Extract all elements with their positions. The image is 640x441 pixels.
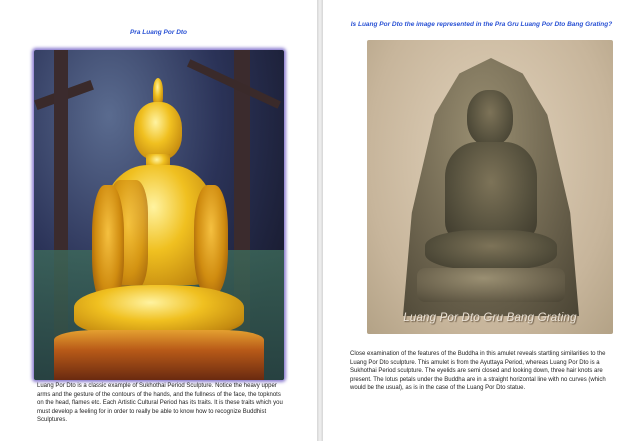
left-page-title: Pra Luang Por Dto (129, 29, 188, 36)
left-page (0, 0, 317, 441)
right-page-title: Is Luang Por Dto the image represented in the Pra Gru Luang Por Dto Bang Grating? (350, 21, 613, 28)
amulet-photo (367, 40, 613, 334)
golden-buddha-photo (34, 50, 284, 380)
left-page-paragraph: Luang Por Dto is a classic example of Sukhothai Period Sculpture. Notice the heavy upper arms and the gesture of the contours of the hands, and the fullness of the face, the topknots on the head, flames etc. Each Artistic Cultural Period has its traits. It is these traits which you must develop a feeling for in order to really be able to know how to recognize Buddhist Sculptures. (37, 383, 283, 424)
right-page-paragraph: Close examination of the features of the Buddha in this amulet reveals startling similarities to the Luang Por Dto sculpture. This amulet is from the Ayuttaya Period, whereas Luang Por Dto is a Sukhothai Period sculpture. The eyelids are semi closed and looking down, three hair knots are present. The lotus petals under the Buddha are in a straight horizontal line with no curves (which would be the usual), as is in the case of the Luang Por Dto statue. (350, 351, 606, 392)
amulet-caption: Luang Por Dto Gru Bang Grating (403, 312, 577, 324)
